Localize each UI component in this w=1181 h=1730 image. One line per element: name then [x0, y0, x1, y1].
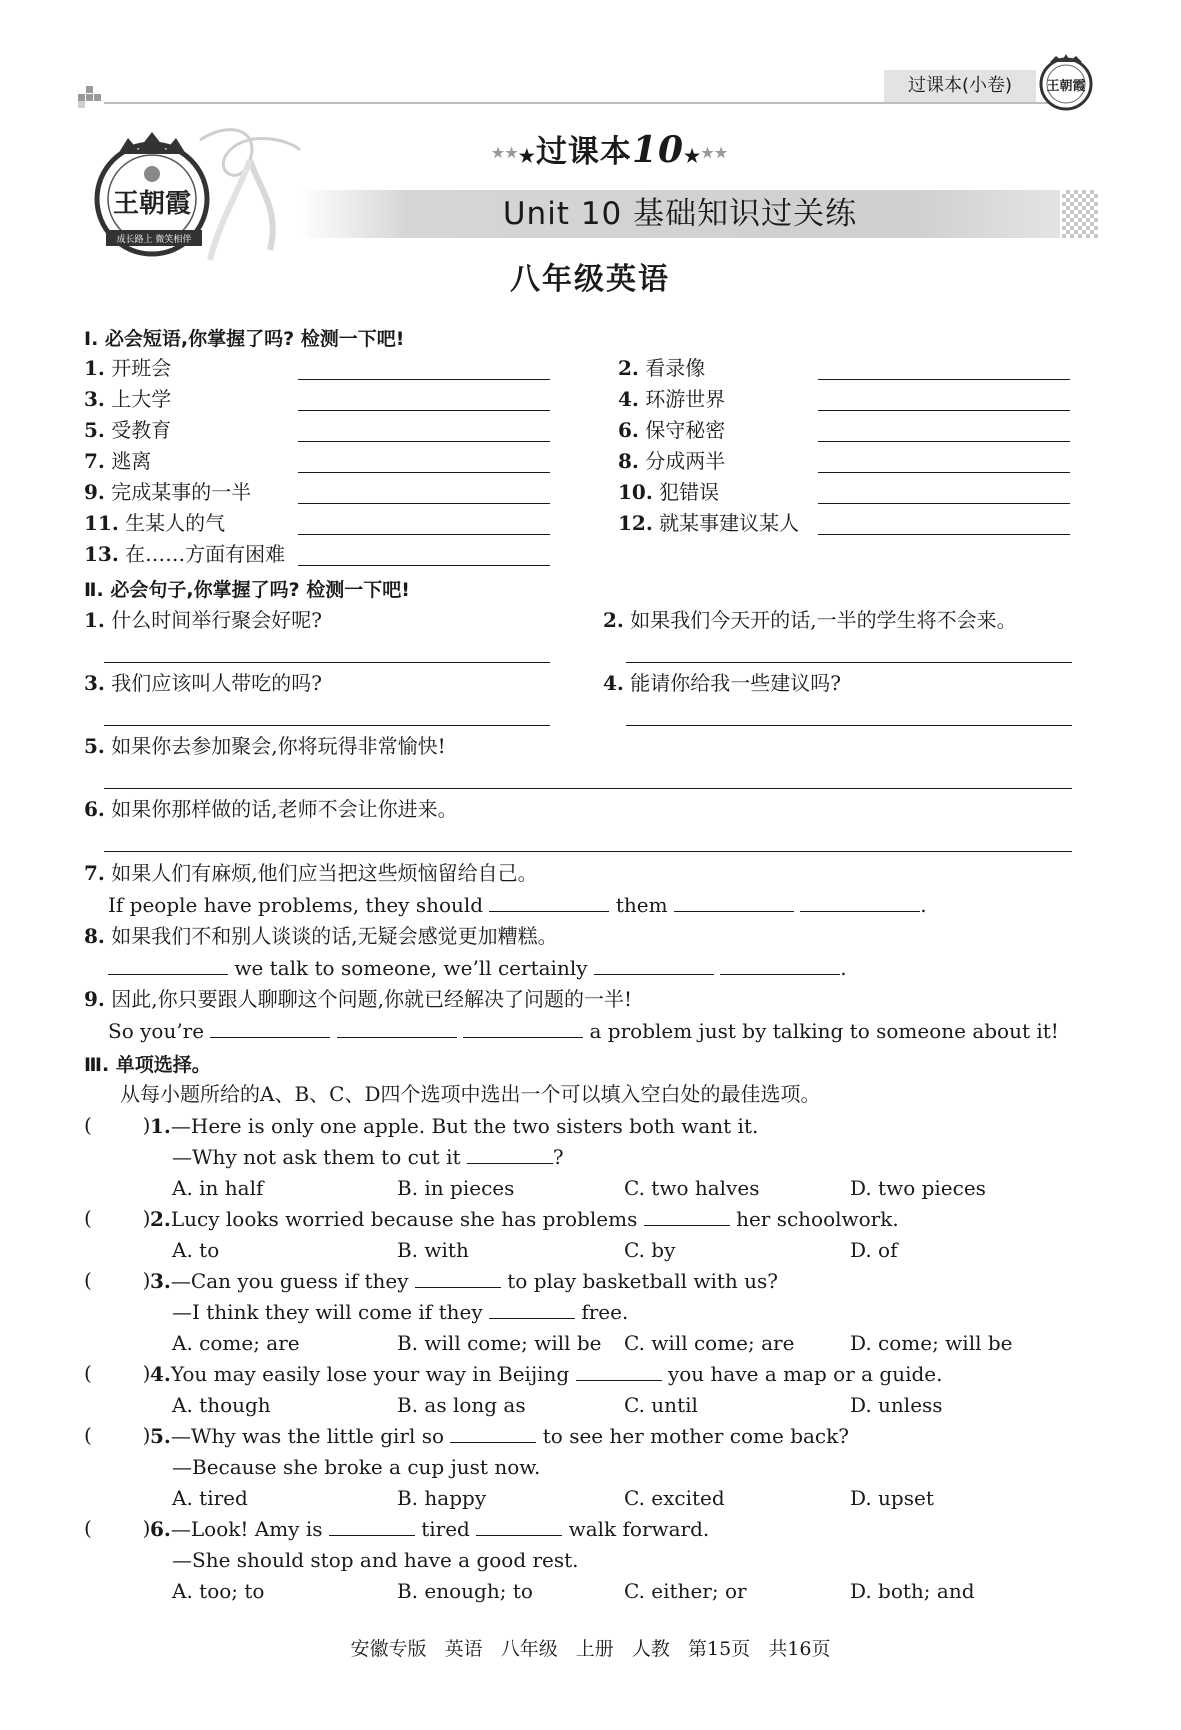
answer-line[interactable]	[298, 472, 550, 473]
phrase-item: 12. 就某事建议某人	[618, 511, 800, 535]
option-b[interactable]: B. happy	[397, 1486, 487, 1510]
phrase-item: 8. 分成两半	[618, 449, 726, 473]
sentence-item: 1. 什么时间举行聚会好呢?	[84, 608, 322, 632]
sentence-item: 4. 能请你给我一些建议吗?	[603, 671, 841, 695]
option-c[interactable]: C. excited	[624, 1486, 725, 1510]
option-a[interactable]: A. in half	[172, 1176, 264, 1200]
phrase-item: 7. 逃离	[84, 449, 152, 473]
section3-instruction: 从每小题所给的A、B、C、D四个选项中选出一个可以填入空白处的最佳选项。	[120, 1082, 821, 1106]
question-line: —I think they will come if they free.	[172, 1300, 629, 1324]
sentence-item: 6. 如果你那样做的话,老师不会让你进来。	[84, 797, 458, 821]
option-b[interactable]: B. enough; to	[397, 1579, 533, 1603]
option-a[interactable]: A. to	[172, 1238, 220, 1262]
sentence-item: 8. 如果我们不和别人谈谈的话,无疑会感觉更加糟糕。	[84, 924, 558, 948]
option-b[interactable]: B. as long as	[397, 1393, 526, 1417]
brand-seal-large	[80, 124, 270, 264]
answer-line[interactable]	[298, 410, 550, 411]
option-d[interactable]: D. come; will be	[850, 1331, 1013, 1355]
header-rule	[104, 102, 1049, 104]
question-line: 3.—Can you guess if they to play basketball with us?	[150, 1269, 778, 1293]
blank[interactable]	[489, 1300, 575, 1319]
sentence-item: 3. 我们应该叫人带吃的吗?	[84, 671, 322, 695]
option-d[interactable]: D. two pieces	[850, 1176, 986, 1200]
answer-line[interactable]	[818, 410, 1070, 411]
corner-decoration	[78, 86, 104, 108]
option-a[interactable]: A. tired	[172, 1486, 248, 1510]
phrase-item: 3. 上大学	[84, 387, 172, 411]
option-d[interactable]: D. unless	[850, 1393, 943, 1417]
answer-line[interactable]	[104, 788, 1072, 789]
answer-paren[interactable]: ( )	[84, 1361, 151, 1385]
seal-large-logo-text: 王朝霞	[112, 189, 192, 219]
answer-line[interactable]	[626, 662, 1072, 663]
question-line: —She should stop and have a good rest.	[172, 1548, 579, 1572]
phrase-item: 10. 犯错误	[618, 480, 720, 504]
phrase-item: 2. 看录像	[618, 356, 706, 380]
answer-line[interactable]	[626, 725, 1072, 726]
phrase-item: 5. 受教育	[84, 418, 172, 442]
section1-heading: Ⅰ. 必会短语,你掌握了吗? 检测一下吧!	[84, 328, 405, 350]
option-a[interactable]: A. too; to	[172, 1579, 265, 1603]
blank[interactable]	[489, 893, 609, 912]
checker-decoration	[1062, 190, 1098, 238]
blank[interactable]	[674, 893, 794, 912]
series-title-prefix: 过课本	[535, 134, 632, 170]
sentence-item: 7. 如果人们有麻烦,他们应当把这些烦恼留给自己。	[84, 861, 538, 885]
answer-paren[interactable]: ( )	[84, 1206, 151, 1230]
option-d[interactable]: D. of	[850, 1238, 898, 1262]
section2-heading: Ⅱ. 必会句子,你掌握了吗? 检测一下吧!	[84, 579, 410, 601]
sentence-item: 5. 如果你去参加聚会,你将玩得非常愉快!	[84, 734, 446, 758]
blank[interactable]	[108, 956, 228, 975]
option-c[interactable]: C. until	[624, 1393, 698, 1417]
sentence-item: 2. 如果我们今天开的话,一半的学生将不会来。	[603, 608, 1017, 632]
section3-heading: Ⅲ. 单项选择。	[84, 1054, 211, 1076]
corner-label: 过课本(小卷)	[884, 70, 1036, 102]
blank[interactable]	[476, 1517, 562, 1536]
subtitle: 八年级英语	[510, 262, 670, 297]
option-b[interactable]: B. in pieces	[397, 1176, 515, 1200]
answer-line[interactable]	[818, 441, 1070, 442]
question-line: 2.Lucy looks worried because she has problems her schoolwork.	[150, 1207, 899, 1231]
star-icon: ★★	[701, 145, 729, 162]
blank[interactable]	[720, 956, 840, 975]
option-c[interactable]: C. two halves	[624, 1176, 760, 1200]
answer-line[interactable]	[298, 534, 550, 535]
answer-paren[interactable]: ( )	[84, 1268, 151, 1292]
option-b[interactable]: B. with	[397, 1238, 469, 1262]
answer-line[interactable]	[104, 662, 550, 663]
blank[interactable]	[594, 956, 714, 975]
phrase-item: 13. 在……方面有困难	[84, 542, 286, 566]
answer-paren[interactable]: ( )	[84, 1113, 151, 1137]
question-line: —Why not ask them to cut it ?	[172, 1145, 564, 1169]
brand-seal-small	[1036, 52, 1096, 112]
fill-sentence: we talk to someone, we’ll certainly .	[108, 955, 847, 981]
option-c[interactable]: C. by	[624, 1238, 676, 1262]
seal-small-logo-text: 王朝霞	[1046, 79, 1086, 94]
answer-line[interactable]	[298, 441, 550, 442]
phrase-item: 1. 开班会	[84, 356, 172, 380]
unit-title: Unit 10 基础知识过关练	[502, 196, 858, 232]
option-d[interactable]: D. both; and	[850, 1579, 975, 1603]
star-icon: ★★	[491, 145, 519, 162]
blank[interactable]	[337, 1019, 457, 1038]
series-title-number: 10	[631, 129, 685, 171]
option-b[interactable]: B. will come; will be	[397, 1331, 602, 1355]
blank[interactable]	[467, 1145, 553, 1164]
phrase-item: 6. 保守秘密	[618, 418, 726, 442]
fill-sentence: If people have problems, they should them .	[108, 893, 927, 917]
option-a[interactable]: A. come; are	[172, 1331, 300, 1355]
blank[interactable]	[800, 893, 920, 912]
blank[interactable]	[415, 1269, 501, 1288]
star-icon: ★	[684, 146, 702, 167]
sentence-item: 9. 因此,你只要跟人聊聊这个问题,你就已经解决了问题的一半!	[84, 987, 633, 1011]
answer-line[interactable]	[298, 565, 550, 566]
phrase-item: 9. 完成某事的一半	[84, 480, 252, 504]
star-icon: ★	[518, 146, 536, 167]
answer-line[interactable]	[298, 503, 550, 504]
option-a[interactable]: A. though	[172, 1393, 271, 1417]
series-title	[440, 126, 780, 171]
blank[interactable]	[644, 1207, 730, 1226]
question-line: 5.—Why was the little girl so to see her mother come back?	[150, 1424, 849, 1448]
answer-line[interactable]	[818, 534, 1070, 535]
answer-line[interactable]	[818, 379, 1070, 380]
answer-line[interactable]	[104, 851, 1072, 852]
answer-line[interactable]	[298, 379, 550, 380]
blank[interactable]	[463, 1019, 583, 1038]
blank[interactable]	[450, 1424, 536, 1443]
question-line: 4.You may easily lose your way in Beijing you have a map or a guide.	[150, 1362, 943, 1386]
question-line: —Because she broke a cup just now.	[172, 1455, 541, 1479]
answer-paren[interactable]: ( )	[84, 1423, 151, 1447]
answer-line[interactable]	[818, 503, 1070, 504]
phrase-item: 4. 环游世界	[618, 387, 726, 411]
phrase-item: 11. 生某人的气	[84, 511, 226, 535]
question-line: 1.—Here is only one apple. But the two sisters both want it.	[150, 1114, 759, 1138]
answer-line[interactable]	[104, 725, 550, 726]
blank[interactable]	[576, 1362, 662, 1381]
fill-sentence: So you’re a problem just by talking to someone about it!	[108, 1019, 1059, 1043]
question-line: 6.—Look! Amy is tired walk forward.	[150, 1517, 710, 1541]
blank[interactable]	[329, 1517, 415, 1536]
option-c[interactable]: C. either; or	[624, 1579, 747, 1603]
answer-paren[interactable]: ( )	[84, 1516, 151, 1540]
option-c[interactable]: C. will come; are	[624, 1331, 795, 1355]
seal-large-motto: 成长路上 微笑相伴	[116, 235, 192, 245]
blank[interactable]	[210, 1019, 330, 1038]
option-d[interactable]: D. upset	[850, 1486, 934, 1510]
answer-line[interactable]	[818, 472, 1070, 473]
page-footer: 安徽专版 英语 八年级 上册 人教 第15页 共16页	[350, 1638, 831, 1660]
